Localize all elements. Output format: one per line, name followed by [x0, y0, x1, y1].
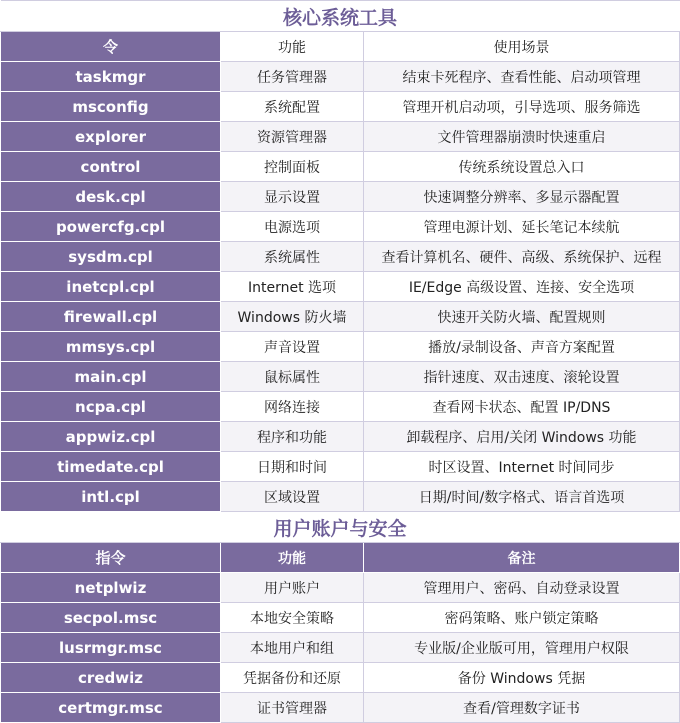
- function-cell: 程序和功能: [221, 422, 364, 452]
- command-cell: control: [1, 152, 221, 182]
- usage-cell: 快速开关防火墙、配置规则: [364, 302, 680, 332]
- core-tools-title-row: [1, 1, 680, 32]
- command-table-body: [1, 1, 680, 723]
- function-cell: 显示设置: [221, 182, 364, 212]
- usage-cell: 管理开机启动项，引导选项、服务筛选: [364, 92, 680, 122]
- function-cell: 系统属性: [221, 242, 364, 272]
- table-row: [1, 392, 680, 422]
- command-cell: certmgr.msc: [1, 693, 221, 723]
- function-cell: 证书管理器: [221, 693, 364, 723]
- table-row: [1, 212, 680, 242]
- command-cell: desk.cpl: [1, 182, 221, 212]
- command-cell: explorer: [1, 122, 221, 152]
- command-cell: sysdm.cpl: [1, 242, 221, 272]
- function-cell: 区域设置: [221, 482, 364, 512]
- function-cell: 本地安全策略: [221, 603, 364, 633]
- table-header-row: [1, 543, 680, 573]
- usage-cell: 管理用户、密码、自动登录设置: [364, 573, 680, 603]
- table-row: [1, 693, 680, 723]
- usage-cell: 文件管理器崩溃时快速重启: [364, 122, 680, 152]
- usage-cell: 播放/录制设备、声音方案配置: [364, 332, 680, 362]
- function-cell: 系统配置: [221, 92, 364, 122]
- command-cell: msconfig: [1, 92, 221, 122]
- usage-cell: 查看/管理数字证书: [364, 693, 680, 723]
- table-row: [1, 122, 680, 152]
- section-title: 用户账户与安全: [1, 512, 680, 543]
- command-cell: credwiz: [1, 663, 221, 693]
- header-usage: 备注: [364, 543, 680, 573]
- usage-cell: 卸载程序、启用/关闭 Windows 功能: [364, 422, 680, 452]
- table-row: [1, 302, 680, 332]
- function-cell: 鼠标属性: [221, 362, 364, 392]
- table-row: [1, 663, 680, 693]
- command-cell: secpol.msc: [1, 603, 221, 633]
- table-header-row: [1, 32, 680, 62]
- table-row: [1, 633, 680, 663]
- function-cell: 声音设置: [221, 332, 364, 362]
- section-title: 核心系统工具: [1, 1, 680, 32]
- function-cell: Internet 选项: [221, 272, 364, 302]
- usage-cell: 密码策略、账户锁定策略: [364, 603, 680, 633]
- usage-cell: 查看网卡状态、配置 IP/DNS: [364, 392, 680, 422]
- header-function: 功能: [221, 543, 364, 573]
- function-cell: 凭据备份和还原: [221, 663, 364, 693]
- usage-cell: 结束卡死程序、查看性能、启动项管理: [364, 62, 680, 92]
- function-cell: 本地用户和组: [221, 633, 364, 663]
- usage-cell: 专业版/企业版可用，管理用户权限: [364, 633, 680, 663]
- usage-cell: 时区设置、Internet 时间同步: [364, 452, 680, 482]
- table-row: [1, 573, 680, 603]
- usage-cell: 指针速度、双击速度、滚轮设置: [364, 362, 680, 392]
- table-row: [1, 272, 680, 302]
- function-cell: 资源管理器: [221, 122, 364, 152]
- function-cell: 用户账户: [221, 573, 364, 603]
- table-row: [1, 452, 680, 482]
- usage-cell: 管理电源计划、延长笔记本续航: [364, 212, 680, 242]
- table-row: [1, 482, 680, 512]
- usage-cell: 备份 Windows 凭据: [364, 663, 680, 693]
- command-cell: lusrmgr.msc: [1, 633, 221, 663]
- table-row: [1, 182, 680, 212]
- command-cell: firewall.cpl: [1, 302, 221, 332]
- table-row: [1, 422, 680, 452]
- header-usage: 使用场景: [364, 32, 680, 62]
- usage-cell: 快速调整分辨率、多显示器配置: [364, 182, 680, 212]
- command-cell: taskmgr: [1, 62, 221, 92]
- function-cell: 控制面板: [221, 152, 364, 182]
- command-cell: appwiz.cpl: [1, 422, 221, 452]
- command-cell: mmsys.cpl: [1, 332, 221, 362]
- command-cell: main.cpl: [1, 362, 221, 392]
- function-cell: 网络连接: [221, 392, 364, 422]
- usage-cell: 日期/时间/数字格式、语言首选项: [364, 482, 680, 512]
- command-cell: timedate.cpl: [1, 452, 221, 482]
- command-cell: intl.cpl: [1, 482, 221, 512]
- account-security-title-row: [1, 512, 680, 543]
- command-cell: ncpa.cpl: [1, 392, 221, 422]
- table-row: [1, 92, 680, 122]
- table-row: [1, 362, 680, 392]
- header-function: 功能: [221, 32, 364, 62]
- command-cell: inetcpl.cpl: [1, 272, 221, 302]
- function-cell: 日期和时间: [221, 452, 364, 482]
- usage-cell: 传统系统设置总入口: [364, 152, 680, 182]
- table-row: [1, 332, 680, 362]
- table-row: [1, 62, 680, 92]
- command-cell: netplwiz: [1, 573, 221, 603]
- usage-cell: 查看计算机名、硬件、高级、系统保护、远程: [364, 242, 680, 272]
- table-row: [1, 242, 680, 272]
- header-command: 令: [1, 32, 221, 62]
- command-cell: powercfg.cpl: [1, 212, 221, 242]
- function-cell: 电源选项: [221, 212, 364, 242]
- table-row: [1, 603, 680, 633]
- table-row: [1, 152, 680, 182]
- usage-cell: IE/Edge 高级设置、连接、安全选项: [364, 272, 680, 302]
- function-cell: 任务管理器: [221, 62, 364, 92]
- header-command: 指令: [1, 543, 221, 573]
- function-cell: Windows 防火墙: [221, 302, 364, 332]
